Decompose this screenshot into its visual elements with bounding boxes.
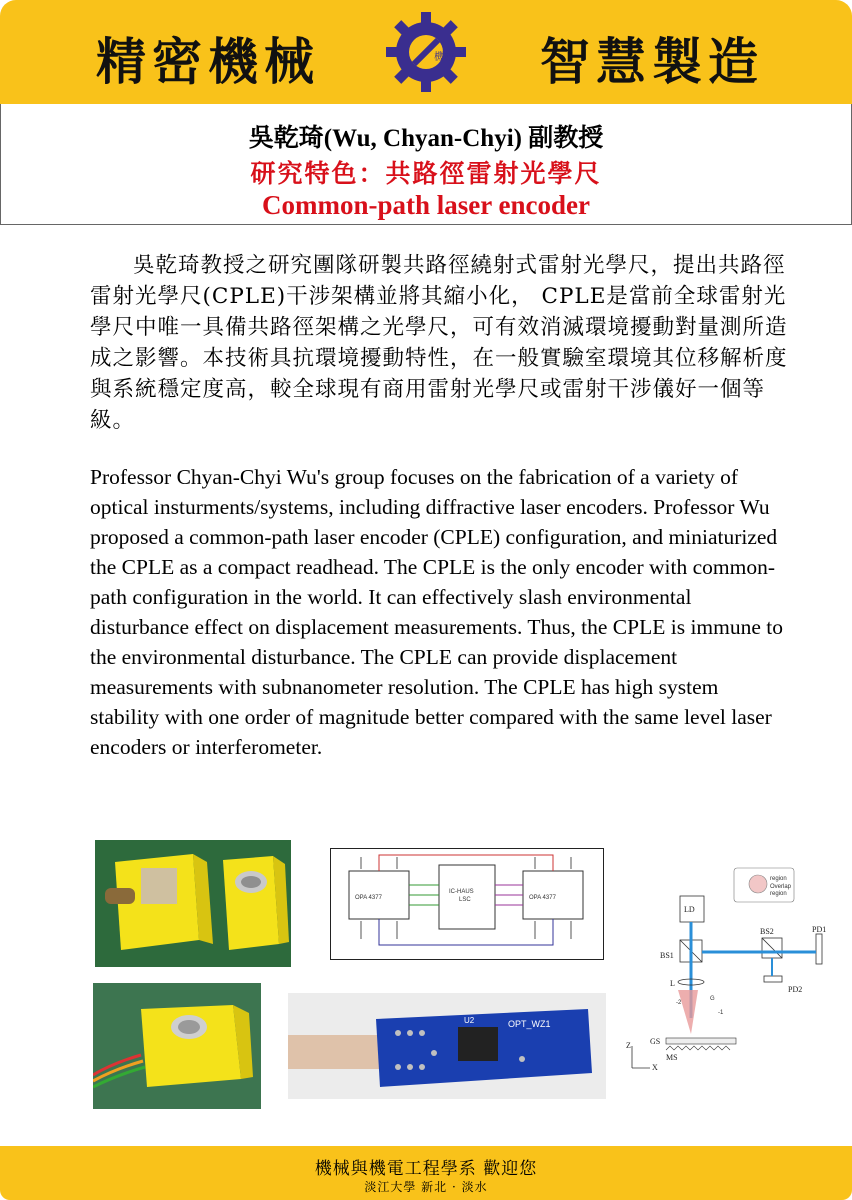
chip-mid-label-2: LSC xyxy=(459,897,471,903)
photo-encoder-module xyxy=(93,983,261,1109)
title-box xyxy=(0,104,852,225)
region-label-2: Overlap xyxy=(770,884,792,890)
gn-label: G xyxy=(710,996,715,1002)
chip-mid-label: IC-HAUS xyxy=(449,889,474,895)
gs-label: GS xyxy=(650,1037,661,1046)
bs2-label: BS2 xyxy=(760,927,774,936)
lens-label: L xyxy=(670,979,675,988)
region-label-3: region xyxy=(770,891,787,897)
research-feature-zh: 研究特色：共路徑雷射光學尺 xyxy=(250,159,602,188)
english-description: Professor Chyan-Chyi Wu's group focuses on the fabrication of a variety of optical insturments/systems, including diffractive laser encoders. Professor Wu proposed a common-path laser encoder (CPLE) configuration, and miniaturized the CPLE as a compact readhead. The CPLE is the only encoder with common-path configuration in the world. It can effectively slash environmental disturbance effect on displacement measurements. Thus, the CPLE is immune to the environmental disturbance. The CPLE can provide displacement measurements with subnanometer resolution. The CPLE has high system stability with one order of magnitude better compared with the same level laser encoders or interferometer. xyxy=(90,465,784,759)
chinese-description: 吳乾琦教授之研究團隊研製共路徑繞射式雷射光學尺，提出共路徑雷射光學尺(CPLE)干涉架構並將其縮小化， CPLE是當前全球雷射光學尺中唯一具備共路徑架構之光學尺，可有效消滅環境擾動對量測所造成之影響。本技術具抗環境擾動特性，在一般實驗室環境其位移解析度與系統穩定度高，較全球現有商用雷射光學尺或雷射干涉儀好一個等級。 xyxy=(90,253,788,433)
header-banner xyxy=(0,0,852,104)
professor-name: 吳乾琦(Wu, Chyan-Chyi) 副教授 xyxy=(248,125,604,152)
footer-university: 淡江大學 新北 · 淡水 xyxy=(364,1180,488,1194)
circuit-schematic xyxy=(330,848,604,960)
footer-department: 機械與機電工程學系 歡迎您 xyxy=(314,1159,538,1179)
chip-left-label: OPA 4377 xyxy=(355,895,382,901)
header-left-title: 精密機械 xyxy=(96,32,320,91)
axis-z-label: Z xyxy=(626,1041,631,1050)
axis-x-label: X xyxy=(652,1063,658,1072)
photo-encoder-housings xyxy=(95,840,291,967)
order-minus1-label: -1 xyxy=(718,1010,724,1016)
chip-right-label: OPA 4377 xyxy=(529,895,556,901)
bs1-label: BS1 xyxy=(660,951,674,960)
pd2-label: PD2 xyxy=(788,985,803,994)
order-minus2-label: -2 xyxy=(676,1000,682,1006)
footer-banner xyxy=(0,1146,852,1200)
research-feature-en: Common-path laser encoder xyxy=(262,190,590,220)
department-logo xyxy=(384,10,468,94)
optical-setup-diagram xyxy=(622,858,838,1078)
region-label-1: region xyxy=(770,876,787,882)
ld-label: LD xyxy=(684,905,695,914)
header-right-title: 智慧製造 xyxy=(540,32,764,91)
pcb-label: OPT_WZ1 xyxy=(508,1019,551,1029)
logo-text: 機械 xyxy=(434,52,454,63)
pcb-u2-label: U2 xyxy=(464,1016,475,1025)
ms-label: MS xyxy=(666,1053,678,1062)
photo-readhead-pcb xyxy=(288,993,606,1099)
pd1-label: PD1 xyxy=(812,925,827,934)
